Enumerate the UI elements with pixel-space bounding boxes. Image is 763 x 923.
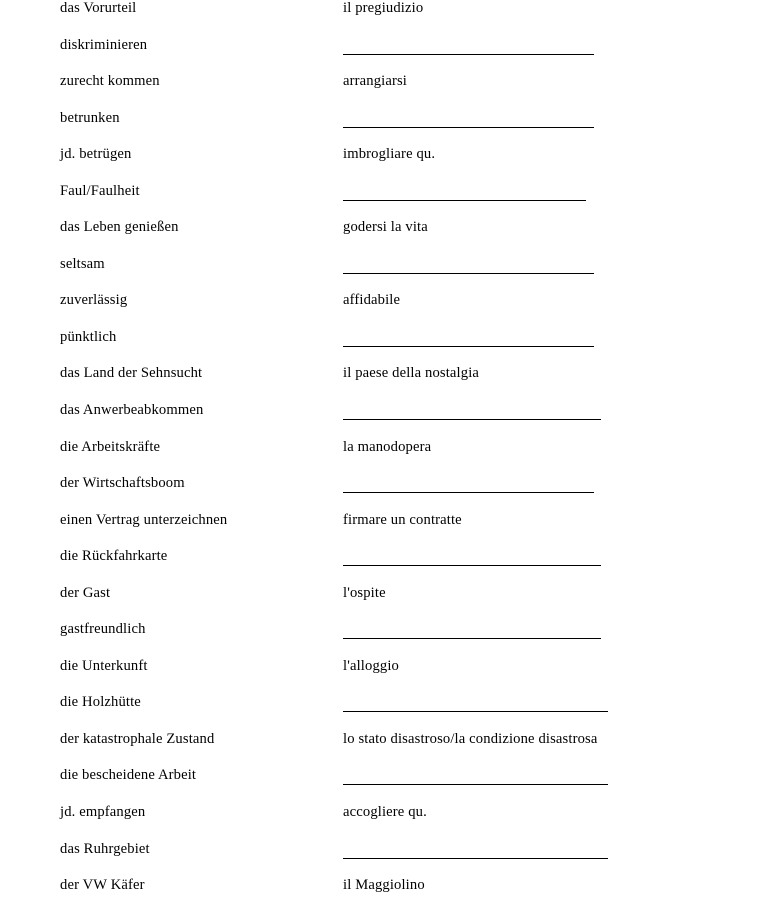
vocab-row (0, 365, 763, 402)
vocab-row (0, 219, 763, 256)
german-term: zurecht kommen (60, 73, 160, 90)
vocab-row (0, 110, 763, 147)
vocab-row (0, 512, 763, 549)
german-term: gastfreundlich (60, 621, 146, 638)
vocab-row (0, 146, 763, 183)
answer-blank[interactable] (343, 565, 601, 566)
german-term: jd. betrügen (60, 146, 132, 163)
answer-blank[interactable] (343, 711, 608, 712)
answer-blank[interactable] (343, 784, 608, 785)
vocab-row (0, 37, 763, 74)
vocab-row (0, 475, 763, 512)
vocab-row (0, 841, 763, 878)
answer-blank[interactable] (343, 492, 594, 493)
vocab-row (0, 658, 763, 695)
german-term: das Ruhrgebiet (60, 840, 150, 857)
answer-blank[interactable] (343, 200, 586, 201)
german-term: das Leben genießen (60, 219, 179, 236)
german-term: diskriminieren (60, 36, 148, 53)
german-term: das Anwerbeabkommen (60, 402, 204, 419)
italian-translation: il pregiudizio (343, 0, 424, 16)
german-term: das Vorurteil (60, 0, 137, 16)
answer-blank[interactable] (343, 638, 601, 639)
german-term: die Holzhütte (60, 694, 141, 711)
german-term: einen Vertrag unterzeichnen (60, 511, 228, 528)
answer-blank[interactable] (343, 127, 594, 128)
german-term: der Wirtschaftsboom (60, 475, 185, 492)
vocab-row (0, 73, 763, 110)
italian-translation: accogliere qu. (343, 804, 427, 821)
answer-blank[interactable] (343, 419, 601, 420)
answer-blank[interactable] (343, 346, 594, 347)
german-term: jd. empfangen (60, 804, 146, 821)
german-term: pünktlich (60, 328, 117, 345)
german-term: der VW Käfer (60, 877, 145, 894)
vocab-row (0, 439, 763, 476)
answer-blank[interactable] (343, 273, 594, 274)
vocab-row (0, 585, 763, 622)
german-term: zuverlässig (60, 292, 128, 309)
vocab-row (0, 402, 763, 439)
vocab-row (0, 329, 763, 366)
italian-translation: affidabile (343, 292, 401, 309)
german-term: der katastrophale Zustand (60, 730, 215, 747)
german-term: die Arbeitskräfte (60, 438, 161, 455)
german-term: die bescheidene Arbeit (60, 767, 197, 784)
vocab-row (0, 256, 763, 293)
italian-translation: il Maggiolino (343, 877, 425, 894)
italian-translation: il paese della nostalgia (343, 365, 480, 382)
german-term: das Land der Sehnsucht (60, 365, 203, 382)
german-term: die Unterkunft (60, 657, 148, 674)
italian-translation: l'alloggio (343, 657, 399, 674)
italian-translation: la manodopera (343, 438, 432, 455)
italian-translation: imbrogliare qu. (343, 146, 436, 163)
vocab-row (0, 804, 763, 841)
vocab-row (0, 621, 763, 658)
vocab-row (0, 292, 763, 329)
answer-blank[interactable] (343, 858, 608, 859)
italian-translation: l'ospite (343, 584, 386, 601)
german-term: die Rückfahrkarte (60, 548, 168, 565)
vocab-row (0, 767, 763, 804)
german-term: betrunken (60, 109, 120, 126)
vocab-row (0, 731, 763, 768)
german-term: Faul/Faulheit (60, 182, 140, 199)
italian-translation: firmare un contratte (343, 511, 462, 528)
german-term: der Gast (60, 584, 111, 601)
vocab-row (0, 548, 763, 585)
answer-blank[interactable] (343, 54, 594, 55)
vocab-row (0, 694, 763, 731)
italian-translation: arrangiarsi (343, 73, 407, 90)
german-term: seltsam (60, 255, 105, 272)
vocab-row (0, 183, 763, 220)
vocab-row (0, 877, 763, 914)
italian-translation: lo stato disastroso/la condizione disastrosa (343, 730, 598, 747)
italian-translation: godersi la vita (343, 219, 428, 236)
vocab-row (0, 0, 763, 37)
